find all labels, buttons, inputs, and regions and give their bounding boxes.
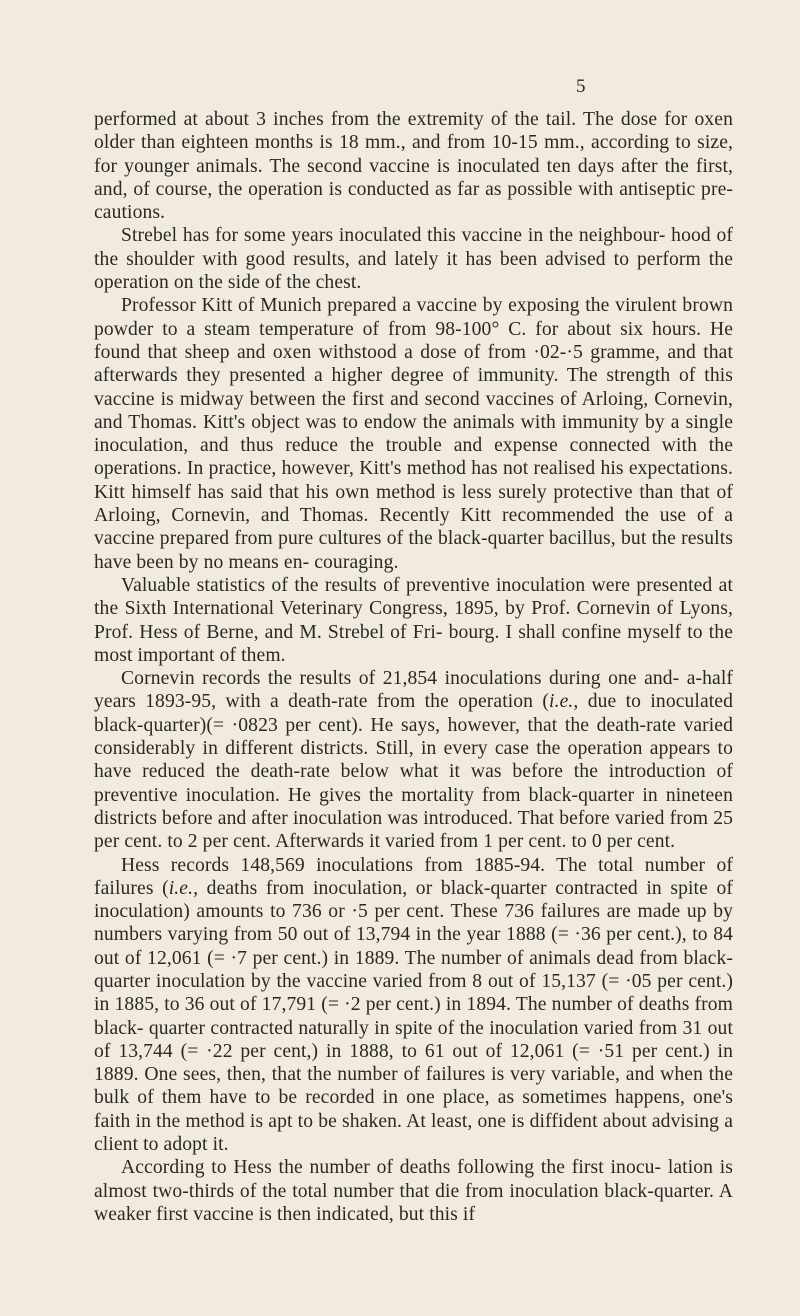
paragraph-vaccine-dose: performed at about 3 inches from the extremity of the tail. The dose for oxen older than eighteen months is 18 mm., and from 10-15 mm., according to size, for younger animals. The second vaccine is inoculated ten days after the first, and, of course, the operation is conducted as far as possible with antiseptic pre- cautions. [94, 109, 733, 224]
page-number: 5 [576, 76, 586, 97]
body-text [94, 108, 733, 1226]
paragraph-hess-first-inoculation: According to Hess the number of deaths following the first inocu- lation is almost two-thirds of the total number that die from inoculation black-quarter. A weaker first vaccine is then indicated, but this if [94, 1157, 733, 1225]
paragraph-kitt-vaccine: Professor Kitt of Munich prepared a vaccine by exposing the virulent brown powder to a steam temperature of from 98-100° C. for about six hours. He found that sheep and oxen withstood a dose of from ·02-·5 gramme, and that afterwards they presented a higher degree of immunity. The strength of this vaccine is midway between the first and second vaccines of Arloing, Cornevin, and Thomas. Kitt's object was to endow the animals with immunity by a single inoculation, and thus reduce the trouble and expense connected with the operations. In practice, however, Kitt's method has not realised his expectations. Kitt himself has said that his own method is less surely protective than that of Arloing, Cornevin, and Thomas. Recently Kitt recommended the use of a vaccine prepared from pure cultures of the black-quarter bacillus, but the results have been by no means en- couraging. [94, 295, 733, 573]
paragraph-cornevin-results: Cornevin records the results of 21,854 inoculations during one and- a-half years 1893-95, with a death-rate from the operation (i.e., due to inoculated black-quarter)(= ·0823 per cent). He says, however, that the death-rate varied considerably in different districts. Still, in every case the operation appears to have reduced the death-rate below what it was before the introduction of preventive inoculation. He gives the mortality from black-quarter in nineteen districts before and after inoculation was introduced. That before varied from 25 per cent. to 2 per cent. Afterwards it varied from 1 per cent. to 0 per cent. [94, 668, 733, 853]
paragraph-strebel-shoulder: Strebel has for some years inoculated this vaccine in the neighbour- hood of the shoulder with good results, and lately it has been advised to perform the operation on the side of the chest. [94, 225, 733, 294]
paragraph-hess-results: Hess records 148,569 inoculations from 1885-94. The total number of failures (i.e., deaths from inoculation, or black-quarter contracted in spite of inoculation) amounts to 736 or ·5 per cent. These 736 failures are made up by numbers varying from 50 out of 13,794 in the year 1888 (= ·36 per cent.), to 84 out of 12,061 (= ·7 per cent.) in 1889. The number of animals dead from black-quarter inoculation by the vaccine varied from 8 out of 15,137 (= ·05 per cent.) in 1885, to 36 out of 17,791 (= ·2 per cent.) in 1894. The number of deaths from black- quarter contracted naturally in spite of the inoculation varied from 31 out of 13,744 (= ·22 per cent,) in 1888, to 61 out of 12,061 (= ·51 per cent.) in 1889. One sees, then, that the number of failures is very variable, and when the bulk of them have to be recorded in one place, as sometimes happens, one's faith in the method is apt to be shaken. At least, one is diffident about advising a client to adopt it. [94, 854, 733, 1156]
paragraph-congress-statistics: Valuable statistics of the results of preventive inoculation were presented at the Sixth International Veterinary Congress, 1895, by Prof. Cornevin of Lyons, Prof. Hess of Berne, and M. Strebel of Fri- bourg. I shall confine myself to the most important of them. [94, 574, 733, 666]
